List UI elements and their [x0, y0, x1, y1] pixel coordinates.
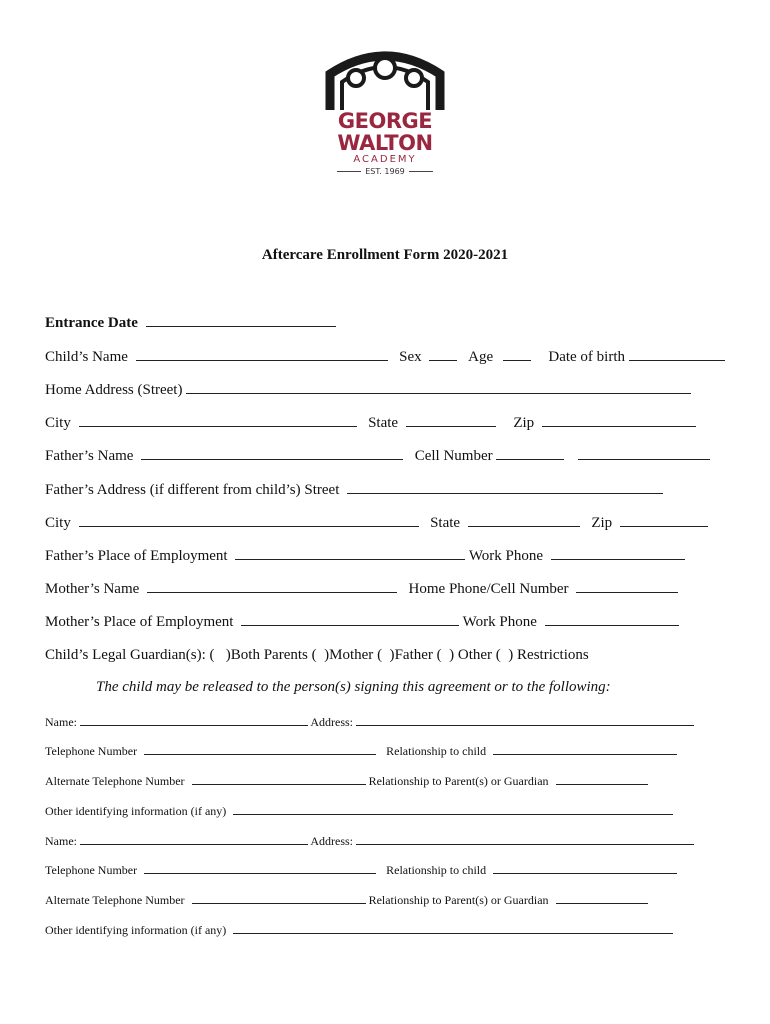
logo-line3: ACADEMY: [353, 154, 417, 165]
mother-name-field[interactable]: [147, 579, 397, 593]
sex-label: Sex: [399, 349, 422, 365]
father-work-phone-label: Work Phone: [468, 548, 544, 564]
release-2-phone-field[interactable]: [144, 860, 376, 874]
school-logo: [320, 48, 450, 180]
guardian-option-mother[interactable]: ( )Mother: [311, 647, 374, 663]
release-1-name-field[interactable]: [80, 712, 308, 726]
father-state-field[interactable]: [468, 513, 580, 527]
arch-emblem-icon: [320, 48, 450, 114]
form-title: Aftercare Enrollment Form 2020-2021: [261, 247, 509, 263]
logo-line1: GEORGE: [337, 109, 433, 133]
cell-number-field-b[interactable]: [578, 446, 710, 460]
release-2-altphone-row: [45, 890, 648, 909]
guardian-label: Child’s Legal Guardian(s):: [45, 647, 206, 663]
father-name-label: Father’s Name: [45, 448, 134, 464]
release-1-name-label: Name:: [45, 715, 77, 729]
guardian-option-both[interactable]: ( )Both Parents: [209, 647, 308, 663]
city-state-zip-row: [45, 413, 696, 432]
release-1-altphone-label: Alternate Telephone Number: [45, 774, 185, 788]
father-city-field[interactable]: [79, 513, 419, 527]
home-address-field[interactable]: [186, 380, 691, 394]
release-2-relparent-field[interactable]: [556, 890, 648, 904]
mother-name-label: Mother’s Name: [45, 581, 140, 597]
father-zip-label: Zip: [591, 515, 613, 531]
guardian-row: [45, 646, 589, 664]
release-1-relparent-label: Relationship to Parent(s) or Guardian: [368, 774, 549, 788]
release-2-name-row: [45, 831, 694, 850]
release-1-other-field[interactable]: [233, 801, 673, 815]
release-2-name-field[interactable]: [80, 831, 308, 845]
mother-work-phone-label: Work Phone: [462, 614, 537, 630]
logo-line2: WALTON: [337, 131, 433, 155]
release-2-address-label: Address:: [310, 834, 354, 848]
release-1-phone-row: [45, 741, 677, 760]
release-2-address-field[interactable]: [356, 831, 694, 845]
release-1-relchild-field[interactable]: [493, 741, 677, 755]
entrance-date-label: Entrance Date: [45, 315, 138, 331]
mother-employment-row: [45, 612, 679, 631]
age-field[interactable]: [503, 347, 531, 361]
cell-number-field-a[interactable]: [496, 446, 564, 460]
release-2-phone-row: [45, 860, 677, 879]
release-1-phone-label: Telephone Number: [45, 744, 138, 758]
home-cell-field[interactable]: [576, 579, 678, 593]
release-1-altphone-field[interactable]: [192, 771, 366, 785]
father-city-label: City: [45, 515, 71, 531]
child-name-label: Child’s Name: [45, 349, 128, 365]
father-zip-field[interactable]: [620, 513, 708, 527]
father-state-label: State: [430, 515, 461, 531]
state-label: State: [368, 415, 399, 431]
sex-field[interactable]: [429, 347, 457, 361]
release-2-other-row: [45, 920, 673, 939]
father-city-row: [45, 513, 708, 532]
zip-field[interactable]: [542, 413, 696, 427]
guardian-option-father[interactable]: ( )Father: [377, 647, 433, 663]
cell-number-label: Cell Number: [414, 448, 493, 464]
release-1-phone-field[interactable]: [144, 741, 376, 755]
release-note: The child may be released to the person(s) signing this agreement or to the following:: [96, 679, 611, 695]
guardian-option-other[interactable]: ( ) Other: [436, 647, 493, 663]
guardian-option-restrictions[interactable]: ( ) Restrictions: [495, 647, 589, 663]
mother-employment-label: Mother’s Place of Employment: [45, 614, 234, 630]
home-cell-label: Home Phone/Cell Number: [408, 581, 569, 597]
release-1-other-row: [45, 801, 673, 820]
logo-est: EST. 1969: [320, 167, 450, 176]
dob-label: Date of birth: [548, 349, 625, 365]
mother-name-row: [45, 579, 678, 598]
city-label: City: [45, 415, 71, 431]
release-2-altphone-label: Alternate Telephone Number: [45, 893, 185, 907]
state-field[interactable]: [406, 413, 496, 427]
father-address-label: Father’s Address (if different from child’s) Street: [45, 482, 340, 498]
city-field[interactable]: [79, 413, 357, 427]
dob-field[interactable]: [629, 347, 725, 361]
release-2-relparent-label: Relationship to Parent(s) or Guardian: [368, 893, 549, 907]
father-address-field[interactable]: [347, 480, 663, 494]
father-employment-label: Father’s Place of Employment: [45, 548, 228, 564]
father-name-row: [45, 446, 710, 465]
release-1-other-label: Other identifying information (if any): [45, 804, 227, 818]
entrance-date-field[interactable]: [146, 313, 336, 327]
father-employment-row: [45, 546, 685, 565]
release-1-relparent-field[interactable]: [556, 771, 648, 785]
home-address-label: Home Address (Street): [45, 382, 183, 398]
father-name-field[interactable]: [141, 446, 403, 460]
release-1-name-row: [45, 712, 694, 731]
father-work-phone-field[interactable]: [551, 546, 685, 560]
release-2-relchild-field[interactable]: [493, 860, 677, 874]
child-name-row: [45, 347, 725, 366]
release-2-name-label: Name:: [45, 834, 77, 848]
age-label: Age: [468, 349, 494, 365]
release-1-altphone-row: [45, 771, 648, 790]
release-2-other-label: Other identifying information (if any): [45, 923, 227, 937]
release-2-phone-label: Telephone Number: [45, 863, 138, 877]
father-address-row: [45, 480, 663, 499]
release-2-other-field[interactable]: [233, 920, 673, 934]
home-address-row: [45, 380, 691, 399]
release-2-relchild-label: Relationship to child: [386, 863, 487, 877]
father-employment-field[interactable]: [235, 546, 465, 560]
entrance-date-row: [45, 313, 336, 332]
child-name-field[interactable]: [136, 347, 388, 361]
release-2-altphone-field[interactable]: [192, 890, 366, 904]
mother-work-phone-field[interactable]: [545, 612, 679, 626]
release-1-address-field[interactable]: [356, 712, 694, 726]
release-1-address-label: Address:: [310, 715, 354, 729]
mother-employment-field[interactable]: [241, 612, 459, 626]
zip-label: Zip: [513, 415, 535, 431]
release-1-relchild-label: Relationship to child: [386, 744, 487, 758]
